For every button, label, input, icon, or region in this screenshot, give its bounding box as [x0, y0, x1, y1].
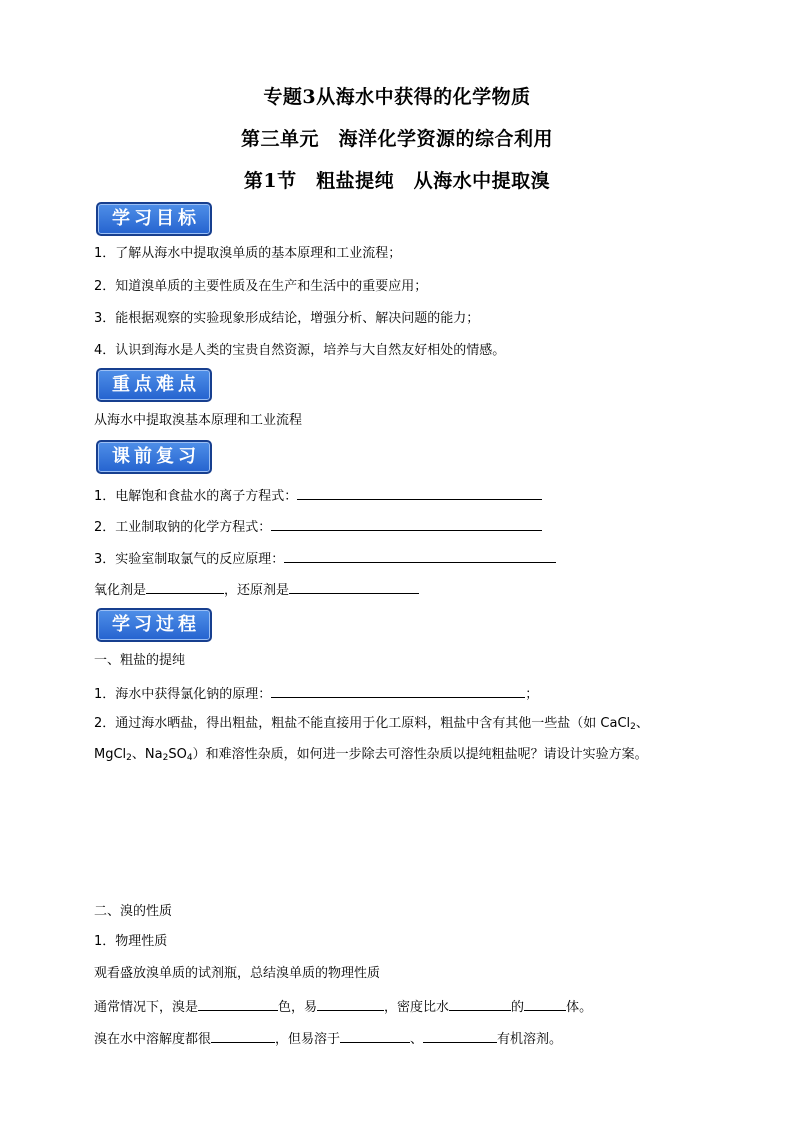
p2-rest-text: ）和难溶性杂质，如何进一步除去可溶性杂质以提纯粗盐呢？请设计实验方案。: [192, 747, 648, 762]
part2-heading: 二、溴的性质: [94, 904, 173, 919]
s2c: 、: [410, 1032, 424, 1047]
physical-sentence-1: [94, 996, 592, 1017]
objective-2: 2．知道溴单质的主要性质及在生产和生活中的重要应用；: [94, 279, 428, 294]
answer-blank[interactable]: [271, 516, 542, 531]
process-p1: [94, 683, 538, 704]
answer-blank[interactable]: [211, 1028, 275, 1043]
physical-heading: 1．物理性质: [94, 934, 168, 949]
answer-blank[interactable]: [297, 485, 542, 500]
s1e: 体。: [566, 1000, 593, 1015]
answer-blank[interactable]: [146, 579, 224, 594]
s1d: 的: [511, 1000, 525, 1015]
answer-blank[interactable]: [423, 1028, 497, 1043]
key-point-text: 从海水中提取溴基本原理和工业流程: [94, 413, 303, 428]
s1a: 通常情况下，溴是: [94, 1000, 199, 1015]
objectives-badge: 学习目标: [96, 202, 212, 236]
review-oxidant: [94, 579, 419, 600]
s1b: 色，易: [278, 1000, 318, 1015]
oxidant-label: 氧化剂是: [94, 583, 147, 598]
p2-line1-end: 、: [635, 716, 649, 731]
p1-end: ；: [525, 687, 539, 702]
answer-blank[interactable]: [340, 1028, 410, 1043]
physical-sentence-2: [94, 1028, 562, 1049]
process-badge: 学习过程: [96, 608, 212, 642]
unit-title: 第三单元 海洋化学资源的综合利用: [240, 128, 553, 150]
p1-text: 1．海水中获得氯化钠的原理：: [94, 687, 272, 702]
subscript: 2: [630, 722, 636, 732]
review-q3-text: 3．实验室制取氯气的反应原理：: [94, 552, 285, 567]
answer-blank[interactable]: [271, 683, 525, 698]
review-q2-text: 2．工业制取钠的化学方程式：: [94, 520, 272, 535]
s1c: ，密度比水: [384, 1000, 450, 1015]
s2d: 有机溶剂。: [497, 1032, 563, 1047]
answer-blank[interactable]: [289, 579, 419, 594]
s2a: 溴在水中溶解度都很: [94, 1032, 212, 1047]
process-p2-line1: [94, 715, 649, 736]
answer-blank[interactable]: [198, 996, 278, 1011]
review-q1: [94, 485, 542, 506]
formula-so: SO: [168, 747, 187, 762]
answer-blank[interactable]: [284, 548, 556, 563]
review-q2: [94, 516, 542, 537]
review-badge: 课前复习: [96, 440, 212, 474]
answer-blank[interactable]: [449, 996, 511, 1011]
subscript: 2: [126, 753, 132, 763]
key-points-badge: 重点难点: [96, 368, 212, 402]
section-title: 第1节 粗盐提纯 从海水中提取溴: [243, 170, 551, 192]
p2-line1-text: 2．通过海水晒盐，得出粗盐，粗盐不能直接用于化工原料，粗盐中含有其他一些盐（如 CaCl: [94, 716, 631, 731]
process-p2-line2: [94, 746, 648, 767]
subscript: 2: [162, 753, 169, 763]
topic-title: 专题3从海水中获得的化学物质: [263, 86, 531, 108]
objective-4: 4．认识到海水是人类的宝贵自然资源，培养与大自然友好相处的情感。: [94, 343, 506, 358]
subscript: 4: [186, 753, 193, 763]
observe-text: 观看盛放溴单质的试剂瓶，总结溴单质的物理性质: [94, 966, 381, 981]
objective-1: 1．了解从海水中提取溴单质的基本原理和工业流程；: [94, 246, 402, 261]
answer-blank[interactable]: [317, 996, 384, 1011]
objective-3: 3．能根据观察的实验现象形成结论，增强分析、解决问题的能力；: [94, 311, 480, 326]
formula-mgcl: MgCl: [94, 747, 127, 762]
part1-heading: 一、粗盐的提纯: [94, 653, 186, 668]
answer-blank[interactable]: [524, 996, 566, 1011]
formula-na: 、Na: [131, 747, 163, 762]
review-q3: [94, 548, 556, 569]
s2b: ，但易溶于: [275, 1032, 341, 1047]
review-q1-text: 1．电解饱和食盐水的离子方程式：: [94, 489, 298, 504]
reductant-label: ，还原剂是: [224, 583, 290, 598]
